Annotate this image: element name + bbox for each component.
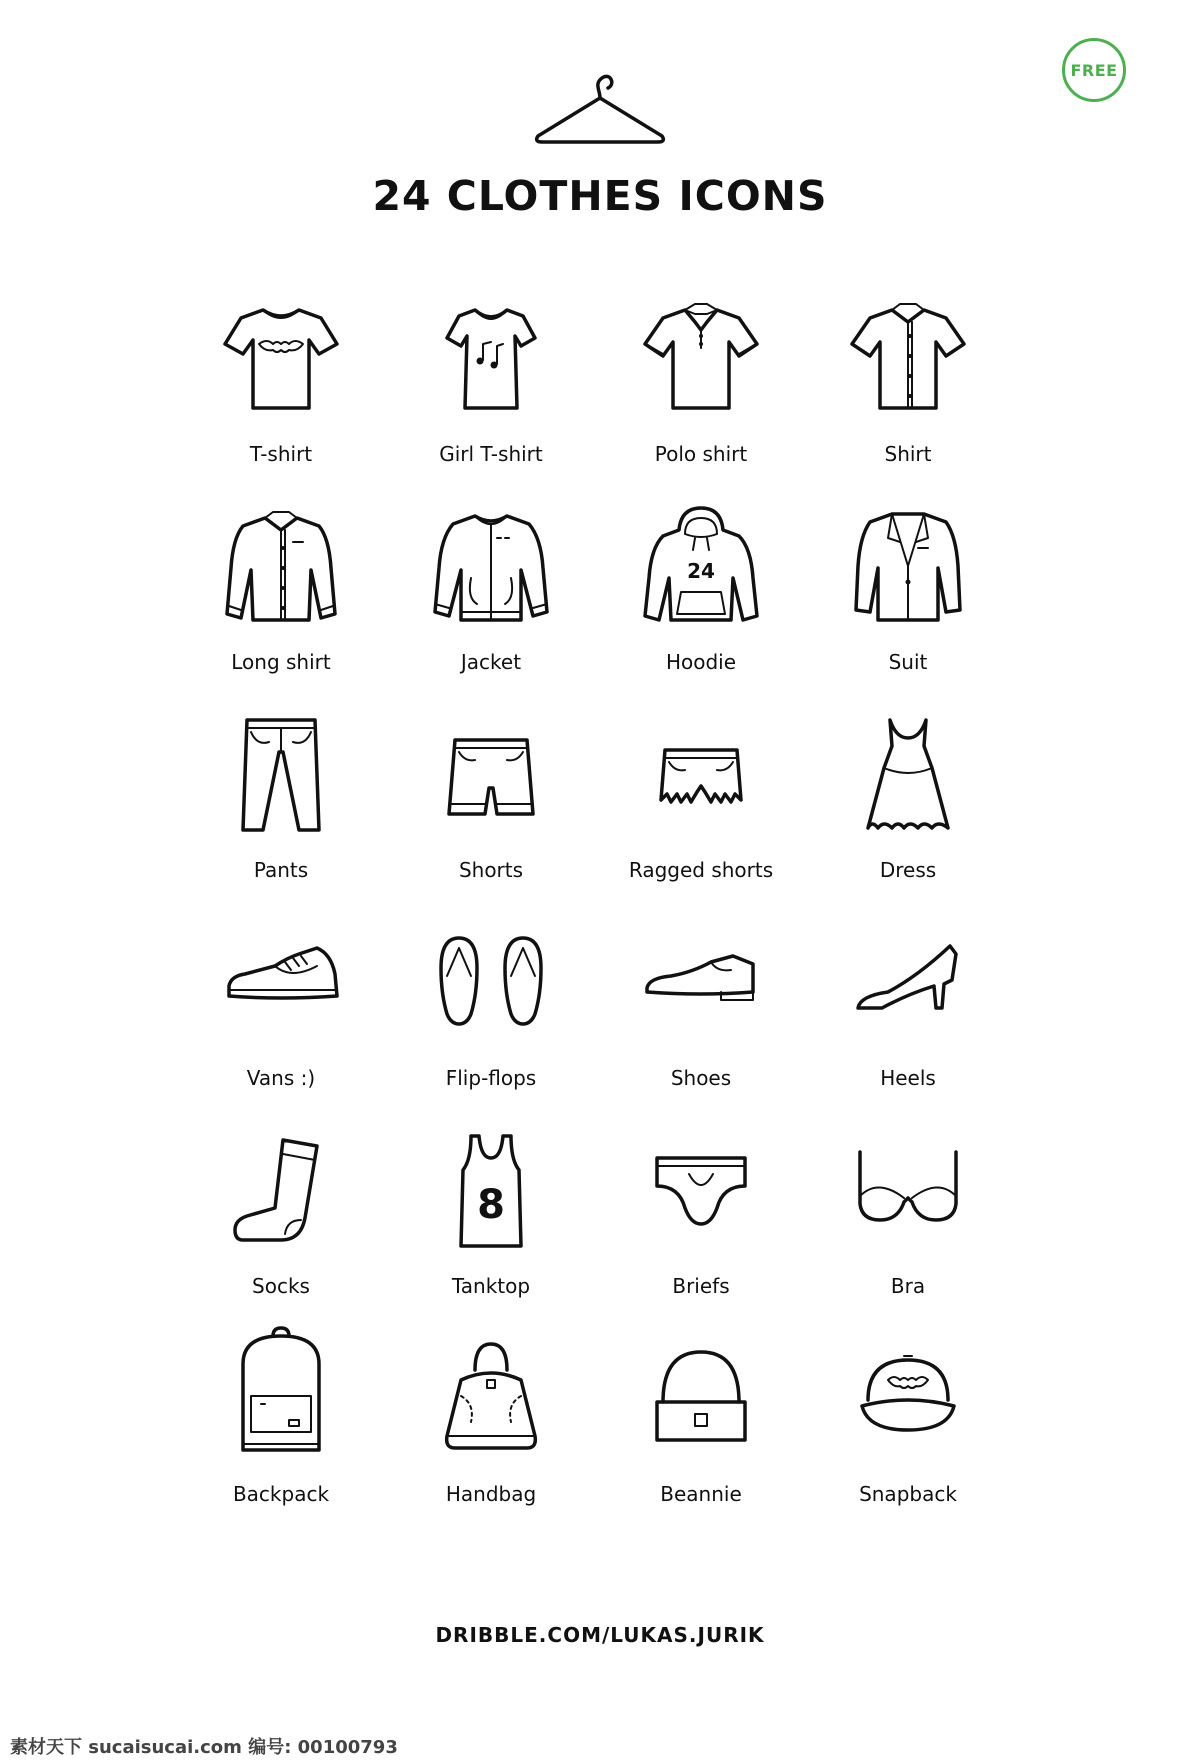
icon-label: Briefs [672,1274,730,1298]
icon-card-socks [181,1132,381,1332]
briefs-icon [641,1132,761,1252]
icon-label: Flip-flops [445,1066,537,1090]
flip-flops-icon [431,924,551,1044]
icon-label: Shirt [884,442,932,466]
icon-card-tanktop [391,1132,591,1332]
icon-label: Backpack [232,1482,330,1506]
icon-label: Suit [888,650,928,674]
icon-label: Polo shirt [654,442,748,466]
icon-card-shirt [808,300,1008,500]
icon-label: Vans :) [246,1066,316,1090]
polo-shirt-icon [641,300,761,420]
page-title: 24 CLOTHES ICONS [372,172,828,220]
icon-label: Hoodie [665,650,737,674]
tanktop-print: 8 [477,1182,505,1228]
icon-label: Handbag [445,1482,537,1506]
long-shirt-icon [221,508,341,628]
icon-label: Shoes [670,1066,732,1090]
suit-icon [848,508,968,628]
icon-label: Dress [879,858,937,882]
icon-label: Beannie [660,1482,742,1506]
icon-label: Snapback [859,1482,957,1506]
jacket-icon [431,508,551,628]
icon-label: Ragged shorts [628,858,774,882]
dress-icon [848,716,968,836]
icon-card-pants [181,716,381,916]
icon-card-polo-shirt [601,300,801,500]
icon-label: Bra [890,1274,926,1298]
icon-label: Girl T-shirt [439,442,543,466]
icon-card-jacket [391,508,591,708]
icon-card-backpack [181,1340,381,1540]
icon-label: Tanktop [451,1274,531,1298]
icon-card-long-shirt [181,508,381,708]
sock-icon [221,1132,341,1252]
icon-label: Pants [253,858,309,882]
icon-card-heels [808,924,1008,1124]
icon-label: Heels [880,1066,936,1090]
tanktop-icon [431,1132,551,1252]
icon-label: Socks [252,1274,310,1298]
icon-label: Shorts [458,858,524,882]
watermark-text: 素材天下 sucaisucai.com 编号: 00100793 [10,1737,398,1758]
icon-card-flip-flops [391,924,591,1124]
footer-credit: DRIBBLE.COM/LUKAS.JURIK [435,1623,765,1647]
bra-icon [848,1132,968,1252]
icon-label: T-shirt [249,442,313,466]
handbag-icon [431,1340,551,1460]
girl-t-shirt-icon [431,300,551,420]
icon-card-suit [808,508,1008,708]
icon-card-shorts [391,716,591,916]
icon-label: Long shirt [231,650,331,674]
shoe-icon [641,924,761,1044]
icon-card-snapback [808,1340,1008,1540]
icon-card-vans [181,924,381,1124]
free-badge-label: FREE [1070,60,1118,80]
hoodie-print: 24 [687,559,715,583]
icon-card-hoodie [601,508,801,708]
heel-icon [848,924,968,1044]
icon-card-briefs [601,1132,801,1332]
icon-card-bra [808,1132,1008,1332]
beanie-icon [641,1340,761,1460]
icon-card-beanie [601,1340,801,1540]
sneaker-icon [221,924,341,1044]
icon-card-girl-t-shirt [391,300,591,500]
pants-icon [221,716,341,836]
icon-card-t-shirt [181,300,381,500]
icon-card-handbag [391,1340,591,1540]
ragged-shorts-icon [641,716,761,836]
icon-card-ragged-shorts [601,716,801,916]
icon-card-dress [808,716,1008,916]
snapback-icon [848,1340,968,1460]
backpack-icon [221,1340,341,1460]
hoodie-icon [641,508,761,628]
icon-card-shoes [601,924,801,1124]
icon-label: Jacket [460,650,522,674]
shirt-icon [848,300,968,420]
t-shirt-icon [221,300,341,420]
shorts-icon [431,716,551,836]
